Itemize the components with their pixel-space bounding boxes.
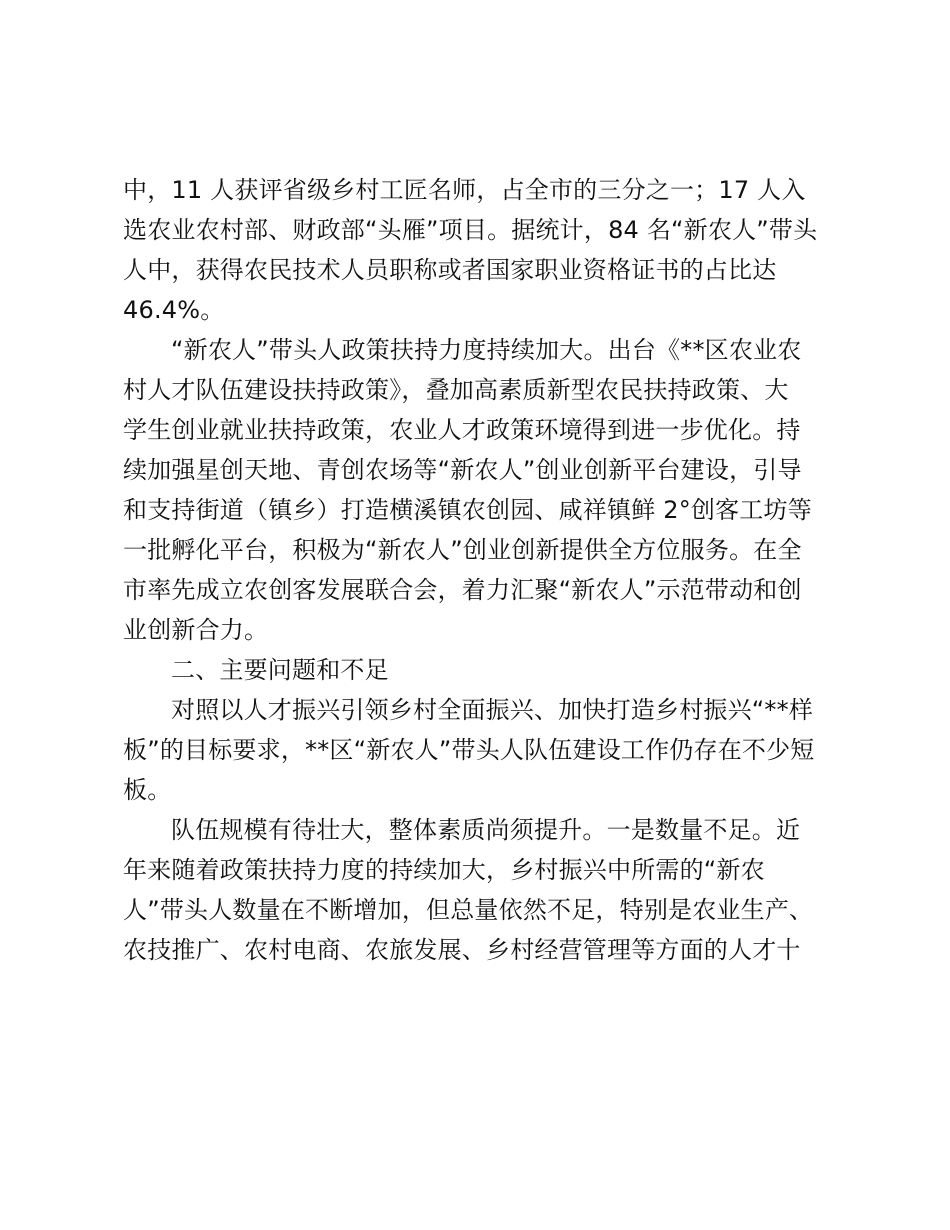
text-line: 板。 xyxy=(123,776,172,804)
paragraph-first-line: 队伍规模有待壮大，整体素质尚须提升。一是数量不足。近 xyxy=(171,816,801,844)
document-body xyxy=(123,170,835,970)
text-line: 中，11 人获评省级乡村工匠名师，占全市的三分之一；17 人入 xyxy=(123,176,806,204)
paragraph-first-line: “新农人”带头人政策扶持力度持续加大。出台《**区农业农 xyxy=(171,336,802,364)
text-line: 46.4%。 xyxy=(123,296,225,324)
text-line: 人”带头人数量在不断增加，但总量依然不足，特别是农业生产、 xyxy=(123,896,814,924)
text-line: 农技推广、农村电商、农旅发展、乡村经营管理等方面的人才十 xyxy=(123,936,801,964)
text-line: 年来随着政策扶持力度的持续加大，乡村振兴中所需的“新农 xyxy=(123,856,765,884)
text-line: 选农业农村部、财政部“头雁”项目。据统计，84 名“新农人”带头 xyxy=(123,216,818,244)
text-line: 村人才队伍建设扶持政策》，叠加高素质新型农民扶持政策、大 xyxy=(123,376,789,404)
text-line: 一批孵化平台，积极为“新农人”创业创新提供全方位服务。在全 xyxy=(123,536,802,564)
text-line: 续加强星创天地、青创农场等“新农人”创业创新平台建设，引导 xyxy=(123,456,802,484)
text-line: 市率先成立农创客发展联合会，着力汇聚“新农人”示范带动和创 xyxy=(123,576,802,604)
section-heading: 二、主要问题和不足 xyxy=(171,656,389,684)
text-line: 学生创业就业扶持政策，农业人才政策环境得到进一步优化。持 xyxy=(123,416,801,444)
text-line: 板”的目标要求，**区“新农人”带头人队伍建设工作仍存在不少短 xyxy=(123,736,815,764)
text-line: 和支持街道（镇乡）打造横溪镇农创园、咸祥镇鲜 2°创客工坊等 xyxy=(123,496,812,524)
text-line: 业创新合力。 xyxy=(123,616,269,644)
paragraph-first-line: 对照以人才振兴引领乡村全面振兴、加快打造乡村振兴“**样 xyxy=(171,696,814,724)
text-line: 人中，获得农民技术人员职称或者国家职业资格证书的占比达 xyxy=(123,256,777,284)
